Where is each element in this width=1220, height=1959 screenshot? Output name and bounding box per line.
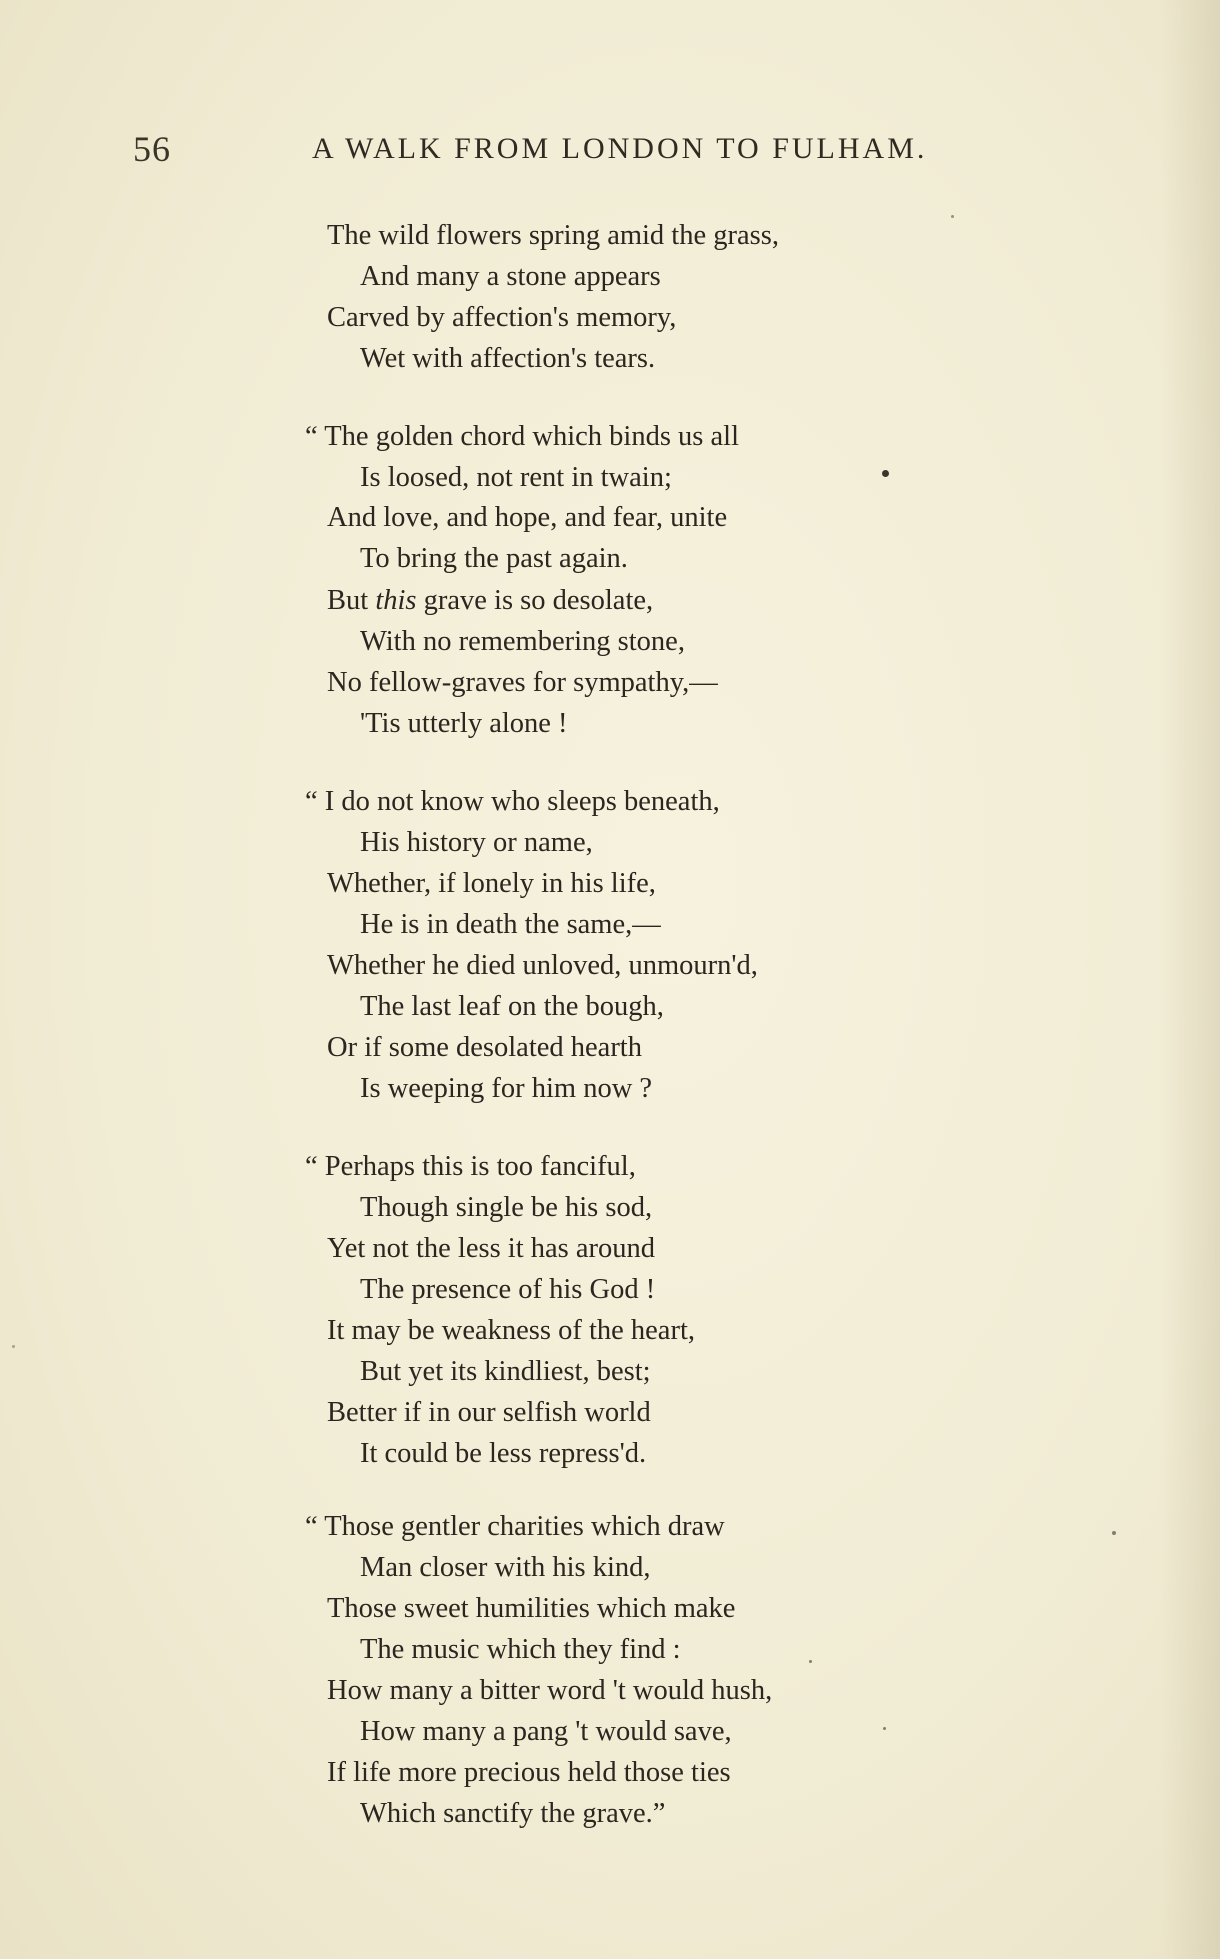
poem-line: “ The golden chord which binds us all (305, 421, 740, 452)
poem-line: Or if some desolated hearth (327, 1032, 642, 1063)
poem-line: No fellow-graves for sympathy,— (327, 667, 718, 698)
line-rest: grave is so desolate, (423, 585, 654, 616)
poem-line: The presence of his God ! (360, 1274, 656, 1305)
poem-line: “ Those gentler charities which draw (305, 1511, 725, 1542)
poem-line: And love, and hope, and fear, unite (327, 502, 728, 533)
poem-line: The wild flowers spring amid the grass, (327, 220, 779, 251)
running-title: A WALK FROM LONDON TO FULHAM. (312, 132, 928, 165)
poem-line: But yet its kindliest, best; (360, 1356, 651, 1387)
page-number: 56 (133, 129, 171, 169)
poem-line: To bring the past again. (360, 543, 628, 574)
poem-line: Carved by affection's memory, (327, 302, 677, 333)
poem-line: 'Tis utterly alone ! (360, 708, 568, 739)
poem-line: It could be less repress'd. (360, 1438, 647, 1469)
print-speck (951, 215, 954, 218)
poem-line: Though single be his sod, (360, 1192, 653, 1223)
poem-line: How many a pang 't would save, (360, 1716, 732, 1747)
poem-line: The music which they find : (360, 1634, 681, 1665)
poem-line: Is weeping for him now ? (360, 1073, 653, 1104)
poem-line: How many a bitter word 't would hush, (327, 1675, 773, 1706)
print-speck (882, 470, 889, 477)
poem-line: It may be weakness of the heart, (327, 1315, 695, 1346)
poem-line: He is in death the same,— (360, 909, 661, 940)
poem-line: Yet not the less it has around (327, 1233, 656, 1264)
poem-line: Wet with affection's tears. (360, 343, 656, 374)
poem-line: Whether, if lonely in his life, (327, 868, 656, 899)
poem-line: And many a stone appears (360, 261, 661, 292)
poem-line: Those sweet humilities which make (327, 1593, 736, 1624)
print-speck (1112, 1531, 1116, 1535)
poem-line: Better if in our selfish world (327, 1397, 651, 1428)
poem-line: If life more precious held those ties (327, 1757, 731, 1788)
poem-line: Man closer with his kind, (360, 1552, 651, 1583)
print-speck (809, 1660, 812, 1663)
print-speck (883, 1727, 886, 1730)
line-start: But (327, 585, 369, 616)
poem-line: Whether he died unloved, unmourn'd, (327, 950, 758, 981)
poem-line: With no remembering stone, (360, 626, 685, 657)
emphasized-word: this (375, 585, 417, 616)
print-speck (12, 1345, 15, 1348)
poem-line: “ Perhaps this is too fanciful, (305, 1151, 636, 1182)
poem-line: “ I do not know who sleeps beneath, (305, 786, 720, 817)
poem-line: Is loosed, not rent in twain; (360, 462, 672, 493)
poem-line-emphasis (327, 587, 653, 616)
poem-line: His history or name, (360, 827, 593, 858)
poem-line: Which sanctify the grave.” (360, 1798, 666, 1829)
poem-line: The last leaf on the bough, (360, 991, 664, 1022)
